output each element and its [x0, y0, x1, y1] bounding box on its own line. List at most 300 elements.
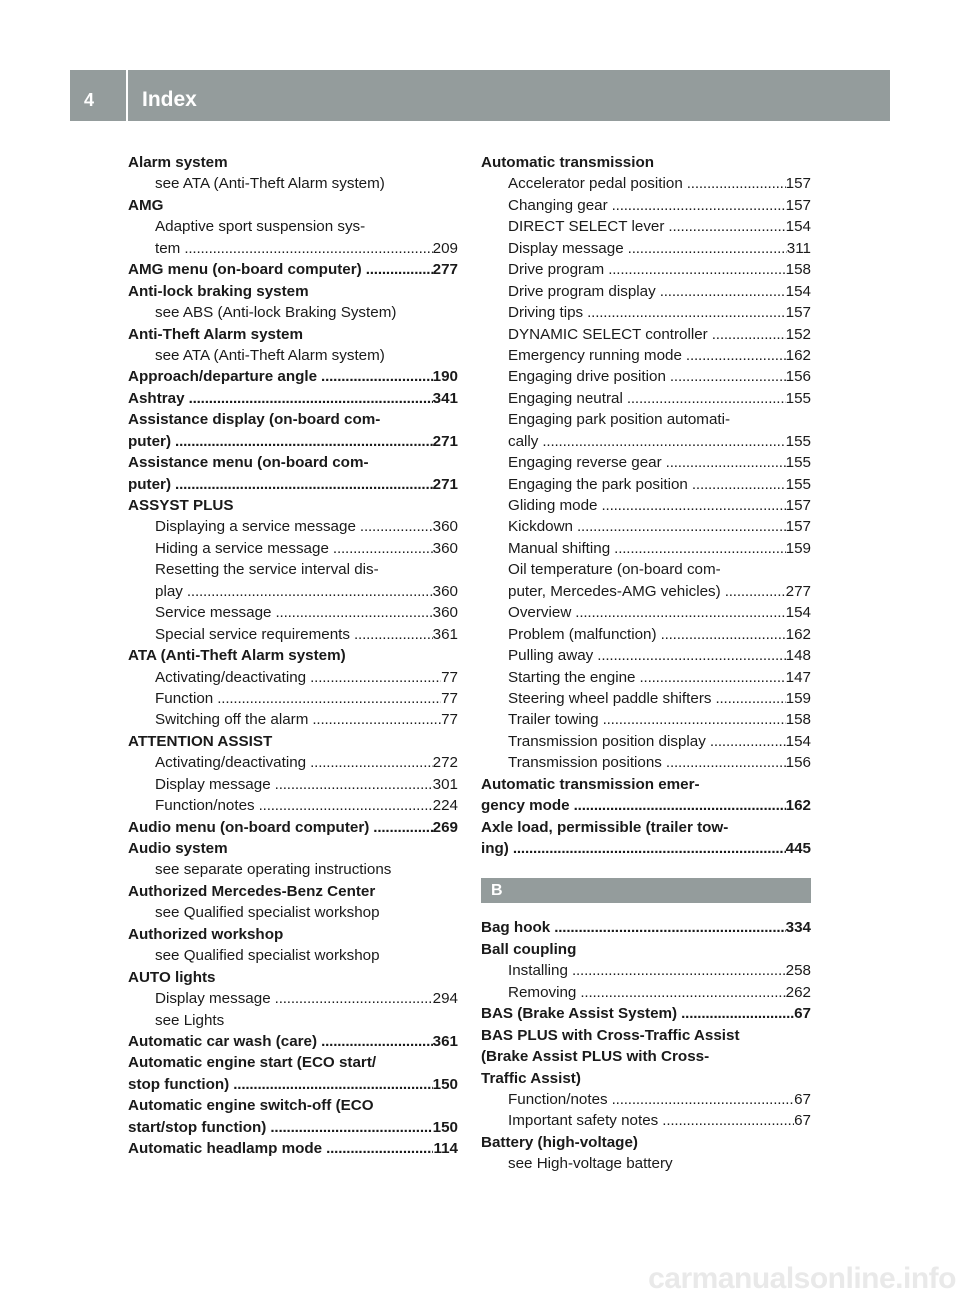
index-subentry — [481, 324, 811, 345]
index-entry — [128, 731, 458, 752]
index-subentry — [481, 474, 811, 495]
page-reference[interactable]: 150 — [432, 1075, 458, 1093]
index-entry — [481, 152, 811, 173]
index-entry — [128, 1031, 458, 1052]
index-subentry — [481, 752, 811, 773]
index-entry — [481, 795, 811, 816]
index-entry — [481, 817, 811, 838]
dot-leader — [711, 688, 785, 709]
index-subentry — [481, 409, 811, 430]
page-reference[interactable]: 258 — [785, 962, 811, 980]
entry-text: Audio system — [128, 840, 228, 857]
entry-text: Alarm system — [128, 154, 228, 171]
entry-text: Display message — [508, 239, 624, 257]
page-reference[interactable]: 67 — [794, 1005, 811, 1023]
index-subentry — [481, 731, 811, 752]
entry-text: Ashtray — [128, 389, 185, 407]
index-entry — [128, 474, 458, 495]
index-subentry — [481, 495, 811, 516]
index-entry — [481, 1046, 811, 1067]
page-reference[interactable]: 155 — [785, 432, 811, 450]
dot-leader — [583, 302, 786, 323]
index-subentry — [481, 216, 811, 237]
index-subentry — [481, 960, 811, 981]
entry-text: Engaging the park position — [508, 475, 688, 493]
page-reference[interactable]: 262 — [785, 983, 811, 1001]
dot-leader — [658, 1110, 794, 1131]
entry-text: Authorized Mercedes-Benz Center — [128, 882, 376, 900]
index-subentry — [481, 281, 811, 302]
page-reference[interactable]: 147 — [785, 668, 811, 686]
entry-text: cally — [508, 432, 539, 450]
page-reference[interactable]: 360 — [432, 539, 458, 557]
entry-text: Engaging neutral — [508, 389, 623, 407]
entry-text: Drive program — [508, 261, 605, 279]
index-subentry — [128, 945, 458, 966]
entry-text: Starting the engine — [508, 668, 636, 686]
index-subentry — [481, 559, 811, 580]
entry-text: Emergency running mode — [508, 346, 682, 364]
entry-text: see ATA (Anti-Theft Alarm system) — [155, 175, 385, 193]
index-subentry — [128, 624, 458, 645]
entry-text: Battery (high-voltage) — [481, 1133, 638, 1151]
entry-text: Assistance menu (on-board com- — [128, 454, 369, 472]
entry-text: play — [155, 582, 183, 600]
entry-text: Audio menu (on-board computer) — [128, 818, 370, 836]
page-reference[interactable]: 361 — [432, 1032, 458, 1050]
index-subentry — [128, 667, 458, 688]
entry-text: see Qualified specialist workshop — [155, 947, 380, 965]
dot-leader — [255, 795, 433, 816]
header-divider — [126, 70, 128, 121]
entry-text: BAS PLUS with Cross-Traffic Assist — [481, 1026, 740, 1044]
entry-text: Authorized workshop — [128, 925, 284, 943]
index-entry — [128, 1074, 458, 1095]
entry-text: Assistance display (on-board com- — [128, 411, 381, 429]
index-subentry — [481, 388, 811, 409]
entry-text: Displaying a service message — [155, 518, 356, 536]
page-reference[interactable]: 156 — [785, 368, 811, 386]
dot-leader — [213, 688, 441, 709]
entry-text: Special service requirements — [155, 625, 350, 643]
dot-leader — [229, 1074, 432, 1095]
dot-leader — [317, 366, 433, 387]
page-reference[interactable]: 157 — [785, 175, 811, 193]
entry-text: Automatic engine switch-off (ECO — [128, 1097, 374, 1115]
entry-text: Ball coupling — [481, 940, 577, 958]
index-entry — [128, 281, 458, 302]
index-subentry — [481, 1089, 811, 1110]
page-reference[interactable]: 271 — [432, 432, 458, 450]
page-reference[interactable]: 269 — [432, 818, 458, 836]
entry-text: Function/notes — [508, 1090, 608, 1108]
index-entry — [481, 1025, 811, 1046]
index-subentry — [128, 516, 458, 537]
watermark: carmanualsonline.info — [648, 1262, 956, 1295]
dot-leader — [362, 259, 433, 280]
index-entry — [128, 967, 458, 988]
page-reference[interactable]: 301 — [432, 775, 458, 793]
index-subentry — [481, 431, 811, 452]
page-reference[interactable]: 77 — [441, 689, 458, 707]
entry-text: start/stop function) — [128, 1118, 267, 1136]
index-subentry — [481, 709, 811, 730]
dot-leader — [593, 645, 785, 666]
index-entry — [481, 917, 811, 938]
dot-leader — [688, 474, 786, 495]
index-entry — [128, 817, 458, 838]
entry-text: see separate operating instructions — [155, 861, 392, 879]
dot-leader — [271, 988, 433, 1009]
dot-leader — [369, 817, 432, 838]
entry-text: DYNAMIC SELECT controller — [508, 325, 708, 343]
page-reference[interactable]: 156 — [785, 754, 811, 772]
entry-text: Bag hook — [481, 919, 551, 937]
entry-text: tem — [155, 239, 181, 257]
index-entry — [481, 939, 811, 960]
index-subentry — [128, 795, 458, 816]
dot-leader — [604, 259, 785, 280]
index-entry — [128, 1117, 458, 1138]
index-subentry — [128, 902, 458, 923]
dot-leader — [350, 624, 433, 645]
index-subentry — [128, 752, 458, 773]
page-reference[interactable]: 67 — [794, 1112, 811, 1130]
page-reference[interactable]: 209 — [432, 239, 458, 257]
page-reference[interactable]: 150 — [432, 1118, 458, 1136]
index-subentry — [481, 538, 811, 559]
entry-text: Approach/departure angle — [128, 368, 318, 386]
page-reference[interactable]: 157 — [785, 497, 811, 514]
page-reference[interactable]: 157 — [785, 196, 811, 214]
entry-text: ASSYST PLUS — [128, 497, 234, 514]
dot-leader — [171, 431, 433, 452]
page-reference[interactable]: 277 — [785, 582, 811, 600]
index-entry — [128, 152, 458, 173]
index-subentry — [128, 859, 458, 880]
index-group-a — [481, 152, 811, 859]
page-reference[interactable]: 114 — [433, 1140, 458, 1158]
index-subentry — [128, 302, 458, 323]
entry-text: Removing — [508, 983, 577, 1001]
entry-text: BAS (Brake Assist System) — [481, 1005, 678, 1023]
index-entry — [128, 388, 458, 409]
index-subentry — [481, 516, 811, 537]
page-reference[interactable]: 159 — [785, 539, 811, 557]
page-reference[interactable]: 277 — [432, 261, 458, 279]
index-entry — [128, 431, 458, 452]
index-entry — [128, 645, 458, 666]
entry-text: Important safety notes — [508, 1112, 659, 1130]
index-subentry — [128, 709, 458, 730]
index-entry — [481, 1068, 811, 1089]
index-subentry — [481, 238, 811, 259]
entry-text: Trailer towing — [508, 711, 599, 729]
entry-text: AMG — [128, 196, 164, 214]
page-reference[interactable]: 148 — [785, 647, 811, 665]
page-reference[interactable]: 155 — [785, 475, 811, 493]
entry-text: gency mode — [481, 797, 570, 815]
index-subentry — [481, 259, 811, 280]
index-subentry — [128, 988, 458, 1009]
entry-text: Changing gear — [508, 196, 608, 214]
dot-leader — [550, 917, 785, 938]
entry-text: Accelerator pedal position — [508, 175, 683, 193]
entry-text: Resetting the service interval dis- — [155, 561, 379, 579]
entry-text: Transmission position display — [508, 732, 706, 750]
dot-leader — [624, 238, 787, 259]
dot-leader — [306, 667, 441, 688]
page-reference[interactable]: 158 — [785, 261, 811, 279]
entry-text: AUTO lights — [128, 968, 216, 986]
entry-text: Axle load, permissible (trailer tow- — [481, 818, 729, 836]
index-entry — [481, 774, 811, 795]
page-reference[interactable]: 154 — [785, 604, 811, 622]
entry-text: see Lights — [155, 1011, 225, 1029]
entry-text: Switching off the alarm — [155, 711, 309, 729]
entry-text: Oil temperature (on-board com- — [508, 561, 721, 579]
entry-text: puter) — [128, 432, 172, 450]
index-entry — [128, 1095, 458, 1116]
entry-text: Manual shifting — [508, 539, 611, 557]
entry-text: Driving tips — [508, 304, 584, 322]
dot-leader — [271, 774, 433, 795]
page-reference[interactable]: 155 — [785, 454, 811, 472]
index-subentry — [481, 688, 811, 709]
dot-leader — [657, 624, 786, 645]
page-reference[interactable]: 162 — [785, 797, 811, 815]
index-entry — [128, 366, 458, 387]
page-reference[interactable]: 154 — [785, 282, 811, 300]
page-reference[interactable]: 311 — [786, 239, 811, 257]
entry-text: Automatic headlamp mode — [128, 1140, 323, 1158]
index-subentry — [128, 238, 458, 259]
dot-leader — [272, 602, 433, 623]
entry-text: Problem (malfunction) — [508, 625, 657, 643]
index-entry — [481, 1132, 811, 1153]
dot-leader — [636, 667, 786, 688]
index-subentry — [128, 1010, 458, 1031]
entry-text: see ATA (Anti-Theft Alarm system) — [155, 346, 385, 364]
page-title: Index — [142, 88, 197, 111]
page-reference[interactable]: 154 — [785, 218, 811, 236]
page-reference[interactable]: 360 — [432, 518, 458, 536]
dot-leader — [598, 495, 786, 516]
dot-leader — [662, 752, 786, 773]
dot-leader — [538, 431, 785, 452]
entry-text: Automatic engine start (ECO start/ — [128, 1054, 377, 1072]
page-reference[interactable]: 77 — [441, 668, 458, 686]
entry-text: Installing — [508, 962, 568, 980]
index-subentry — [481, 302, 811, 323]
entry-text: Transmission positions — [508, 754, 662, 772]
entry-text: stop function) — [128, 1075, 230, 1093]
index-column-left — [128, 152, 458, 1160]
page-reference[interactable]: 360 — [432, 604, 458, 622]
entry-text: ATTENTION ASSIST — [128, 732, 273, 750]
entry-text: see ABS (Anti-lock Braking System) — [155, 304, 397, 322]
page-reference[interactable]: 152 — [785, 325, 811, 343]
dot-leader — [623, 388, 786, 409]
page-reference[interactable]: 271 — [432, 475, 458, 493]
index-subentry — [481, 1153, 811, 1174]
page-number: 4 — [84, 90, 95, 110]
entry-text: Engaging drive position — [508, 368, 666, 386]
entry-text: DIRECT SELECT lever — [508, 218, 665, 236]
entry-text: Automatic car wash (care) — [128, 1032, 318, 1050]
entry-text: Display message — [155, 775, 271, 793]
index-subentry — [128, 345, 458, 366]
entry-text: Kickdown — [508, 518, 573, 536]
entry-text: (Brake Assist PLUS with Cross- — [481, 1048, 710, 1066]
index-entry — [128, 838, 458, 859]
entry-text: ATA (Anti-Theft Alarm system) — [128, 647, 346, 665]
dot-leader — [322, 1138, 433, 1159]
dot-leader — [317, 1031, 433, 1052]
dot-leader — [356, 516, 433, 537]
page-reference[interactable]: 157 — [785, 518, 811, 536]
page-reference[interactable]: 67 — [794, 1090, 811, 1108]
dot-leader — [599, 709, 786, 730]
entry-text: AMG menu (on-board computer) — [128, 261, 362, 279]
page-reference[interactable]: 341 — [432, 389, 458, 407]
dot-leader — [656, 281, 786, 302]
index-entry — [128, 409, 458, 430]
page-reference[interactable]: 77 — [441, 711, 458, 729]
dot-leader — [509, 838, 786, 859]
index-subentry — [481, 982, 811, 1003]
dot-leader — [721, 581, 786, 602]
dot-leader — [573, 516, 786, 537]
index-subentry — [128, 559, 458, 580]
entry-text: Pulling away — [508, 647, 594, 665]
entry-text: Function — [155, 689, 214, 707]
page-reference[interactable]: 157 — [785, 304, 811, 322]
page-reference[interactable]: 294 — [432, 990, 458, 1008]
page-header — [70, 70, 890, 121]
dot-leader — [682, 345, 786, 366]
page-reference[interactable]: 158 — [785, 711, 811, 729]
index-subentry — [481, 1110, 811, 1131]
index-subentry — [481, 173, 811, 194]
page-reference[interactable]: 360 — [432, 582, 458, 600]
entry-text: ing) — [481, 840, 509, 857]
index-entry — [128, 259, 458, 280]
dot-leader — [308, 709, 441, 730]
page-reference[interactable]: 361 — [432, 625, 458, 643]
index-group-b — [481, 917, 811, 1174]
index-subentry — [481, 624, 811, 645]
page-reference[interactable]: 154 — [785, 732, 811, 750]
index-entry — [128, 195, 458, 216]
entry-text: Activating/deactivating — [155, 754, 307, 772]
dot-leader — [568, 960, 786, 981]
entry-text: Engaging reverse gear — [508, 454, 662, 472]
entry-text: Display message — [155, 990, 271, 1008]
entry-text: puter, Mercedes-AMG vehicles) — [508, 582, 721, 600]
page-reference[interactable]: 190 — [432, 368, 458, 386]
index-subentry — [481, 195, 811, 216]
index-subentry — [128, 581, 458, 602]
index-subentry — [481, 366, 811, 387]
page-reference[interactable]: 159 — [785, 689, 811, 707]
entry-text: puter) — [128, 475, 172, 493]
index-entry — [128, 324, 458, 345]
dot-leader — [677, 1003, 794, 1024]
page-reference[interactable]: 224 — [432, 797, 458, 815]
index-subentry — [128, 173, 458, 194]
index-subentry — [128, 216, 458, 237]
dot-leader — [666, 366, 786, 387]
entry-text: Overview — [508, 604, 572, 622]
dot-leader — [266, 1117, 432, 1138]
index-subentry — [128, 774, 458, 795]
entry-text: Automatic transmission — [481, 154, 655, 171]
index-subentry — [128, 538, 458, 559]
dot-leader — [576, 982, 785, 1003]
index-subentry — [481, 602, 811, 623]
dot-leader — [306, 752, 433, 773]
entry-text: Service message — [155, 604, 272, 622]
dot-leader — [570, 795, 786, 816]
index-column-right — [481, 152, 811, 1175]
dot-leader — [183, 581, 433, 602]
dot-leader — [329, 538, 433, 559]
index-entry — [128, 924, 458, 945]
index-entry — [128, 1052, 458, 1073]
dot-leader — [610, 538, 786, 559]
entry-text: Gliding mode — [508, 497, 598, 514]
entry-text: Anti-lock braking system — [128, 282, 309, 300]
dot-leader — [185, 388, 433, 409]
index-entry — [481, 1003, 811, 1024]
entry-text: Hiding a service message — [155, 539, 329, 557]
index-subentry — [481, 452, 811, 473]
entry-text: Function/notes — [155, 797, 255, 815]
dot-leader — [608, 1089, 794, 1110]
dot-leader — [571, 602, 785, 623]
page-reference[interactable]: 155 — [785, 389, 811, 407]
dot-leader — [171, 474, 433, 495]
page-reference[interactable]: 272 — [432, 754, 458, 772]
dot-leader — [708, 324, 786, 345]
section-header-b: B — [481, 878, 811, 903]
index-subentry — [128, 602, 458, 623]
index-subentry — [481, 645, 811, 666]
dot-leader — [180, 238, 432, 259]
dot-leader — [683, 173, 786, 194]
page-reference[interactable]: 334 — [785, 919, 811, 937]
entry-text: Anti-Theft Alarm system — [128, 325, 303, 343]
entry-text: Automatic transmission emer- — [481, 775, 700, 793]
page-reference[interactable]: 162 — [785, 625, 811, 643]
page-reference[interactable]: 445 — [785, 840, 811, 857]
index-entry — [128, 881, 458, 902]
dot-leader — [608, 195, 786, 216]
index-subentry — [481, 345, 811, 366]
dot-leader — [706, 731, 786, 752]
entry-text: see Qualified specialist workshop — [155, 904, 380, 922]
dot-leader — [662, 452, 786, 473]
index-entry — [128, 495, 458, 516]
entry-text: Traffic Assist) — [481, 1069, 581, 1087]
index-subentry — [128, 688, 458, 709]
entry-text: Activating/deactivating — [155, 668, 307, 686]
entry-text: see High-voltage battery — [508, 1155, 673, 1173]
entry-text: Engaging park position automati- — [508, 411, 731, 429]
page-reference[interactable]: 162 — [785, 346, 811, 364]
index-entry — [481, 838, 811, 859]
